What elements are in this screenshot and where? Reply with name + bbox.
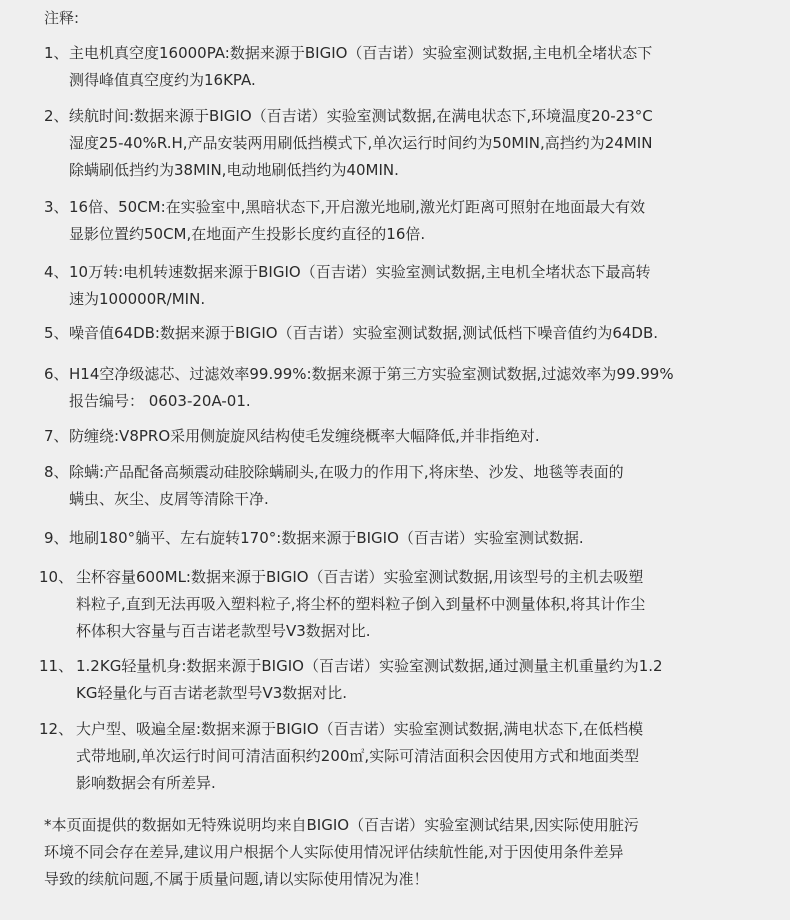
note-line: 速为100000R/MIN.: [69, 290, 206, 308]
note-line: 报告编号： 0603-20A-01.: [69, 392, 251, 410]
note-line: 式带地刷,单次运行时间可清洁面积约200㎡,实际可清洁面积会因使用方式和地面类型: [76, 747, 640, 765]
note-body: [69, 320, 769, 347]
disclaimer-line: 导致的续航问题,不属于质量问题,请以实际使用情况为准！: [44, 870, 429, 888]
note-number: 5、: [44, 324, 69, 342]
note-line: 大户型、吸遍全屋:数据来源于BIGIO（百吉诺）实验室测试数据,满电状态下,在低档模: [76, 720, 644, 738]
note-body: [69, 259, 769, 313]
note-line: 测得峰值真空度约为16KPA.: [69, 71, 256, 89]
note-line: 续航时间:数据来源于BIGIO（百吉诺）实验室测试数据,在满电状态下,环境温度20-23°C: [69, 107, 653, 125]
note-line: 湿度25-40%R.H,产品安装两用刷低挡模式下,单次运行时间约为50MIN,高挡约为24MIN: [69, 134, 653, 152]
note-line: 16倍、50CM:在实验室中,黑暗状态下,开启激光地刷,激光灯距离可照射在地面最大有效: [69, 198, 645, 216]
note-line: 尘杯容量600ML:数据来源于BIGIO（百吉诺）实验室测试数据,用该型号的主机去吸塑: [76, 568, 644, 586]
note-line: 主电机真空度16000PA:数据来源于BIGIO（百吉诺）实验室测试数据,主电机全堵状态下: [69, 44, 653, 62]
note-body: [76, 564, 776, 645]
note-line: 除螨:产品配备高频震动硅胶除螨刷头,在吸力的作用下,将床垫、沙发、地毯等表面的: [69, 463, 624, 481]
note-line: 螨虫、灰尘、皮屑等清除干净.: [69, 490, 269, 508]
note-number: 3、: [44, 198, 69, 216]
note-number: 4、: [44, 263, 69, 281]
note-line: 料粒子,直到无法再吸入塑料粒子,将尘杯的塑料粒子倒入到量杯中测量体积,将其计作尘: [76, 595, 646, 613]
disclaimer: [44, 812, 774, 893]
note-body: [69, 103, 769, 184]
note-line: 显影位置约50CM,在地面产生投影长度约直径的16倍.: [69, 225, 426, 243]
note-body: [76, 716, 776, 797]
note-body: [69, 194, 769, 248]
note-number: 10、: [39, 568, 74, 586]
note-body: [69, 459, 769, 513]
note-number: 2、: [44, 107, 69, 125]
note-line: KG轻量化与百吉诺老款型号V3数据对比.: [76, 684, 348, 702]
page-title: 注释:: [44, 9, 80, 27]
note-line: 除螨刷低挡约为38MIN,电动地刷低挡约为40MIN.: [69, 161, 399, 179]
note-number: 7、: [44, 427, 69, 445]
note-line: 10万转:电机转速数据来源于BIGIO（百吉诺）实验室测试数据,主电机全堵状态下最高转: [69, 263, 651, 281]
note-line: 地刷180°躺平、左右旋转170°:数据来源于BIGIO（百吉诺）实验室测试数据.: [69, 529, 584, 547]
note-line: 防缠绕:V8PRO采用侧旋旋风结构使毛发缠绕概率大幅降低,并非指绝对.: [69, 427, 540, 445]
note-body: [69, 361, 769, 415]
disclaimer-line: 环境不同会存在差异,建议用户根据个人实际使用情况评估续航性能,对于因使用条件差异: [44, 843, 624, 861]
note-line: 1.2KG轻量机身:数据来源于BIGIO（百吉诺）实验室测试数据,通过测量主机重量约为1.2: [76, 657, 663, 675]
note-line: 影响数据会有所差异.: [76, 774, 216, 792]
note-number: 8、: [44, 463, 69, 481]
note-number: 12、: [39, 720, 74, 738]
note-number: 11、: [39, 657, 74, 675]
note-body: [69, 423, 769, 450]
note-body: [76, 653, 776, 707]
note-body: [69, 525, 769, 552]
disclaimer-line: *本页面提供的数据如无特殊说明均来自BIGIO（百吉诺）实验室测试结果,因实际使用脏污: [44, 816, 639, 834]
note-number: 6、: [44, 365, 69, 383]
note-number: 9、: [44, 529, 69, 547]
note-line: H14空净级滤芯、过滤效率99.99%:数据来源于第三方实验室测试数据,过滤效率为99.99%: [69, 365, 674, 383]
note-line: 杯体积大容量与百吉诺老款型号V3数据对比.: [76, 622, 371, 640]
note-line: 噪音值64DB:数据来源于BIGIO（百吉诺）实验室测试数据,测试低档下噪音值约为64DB.: [69, 324, 659, 342]
note-number: 1、: [44, 44, 69, 62]
note-body: [69, 40, 769, 94]
